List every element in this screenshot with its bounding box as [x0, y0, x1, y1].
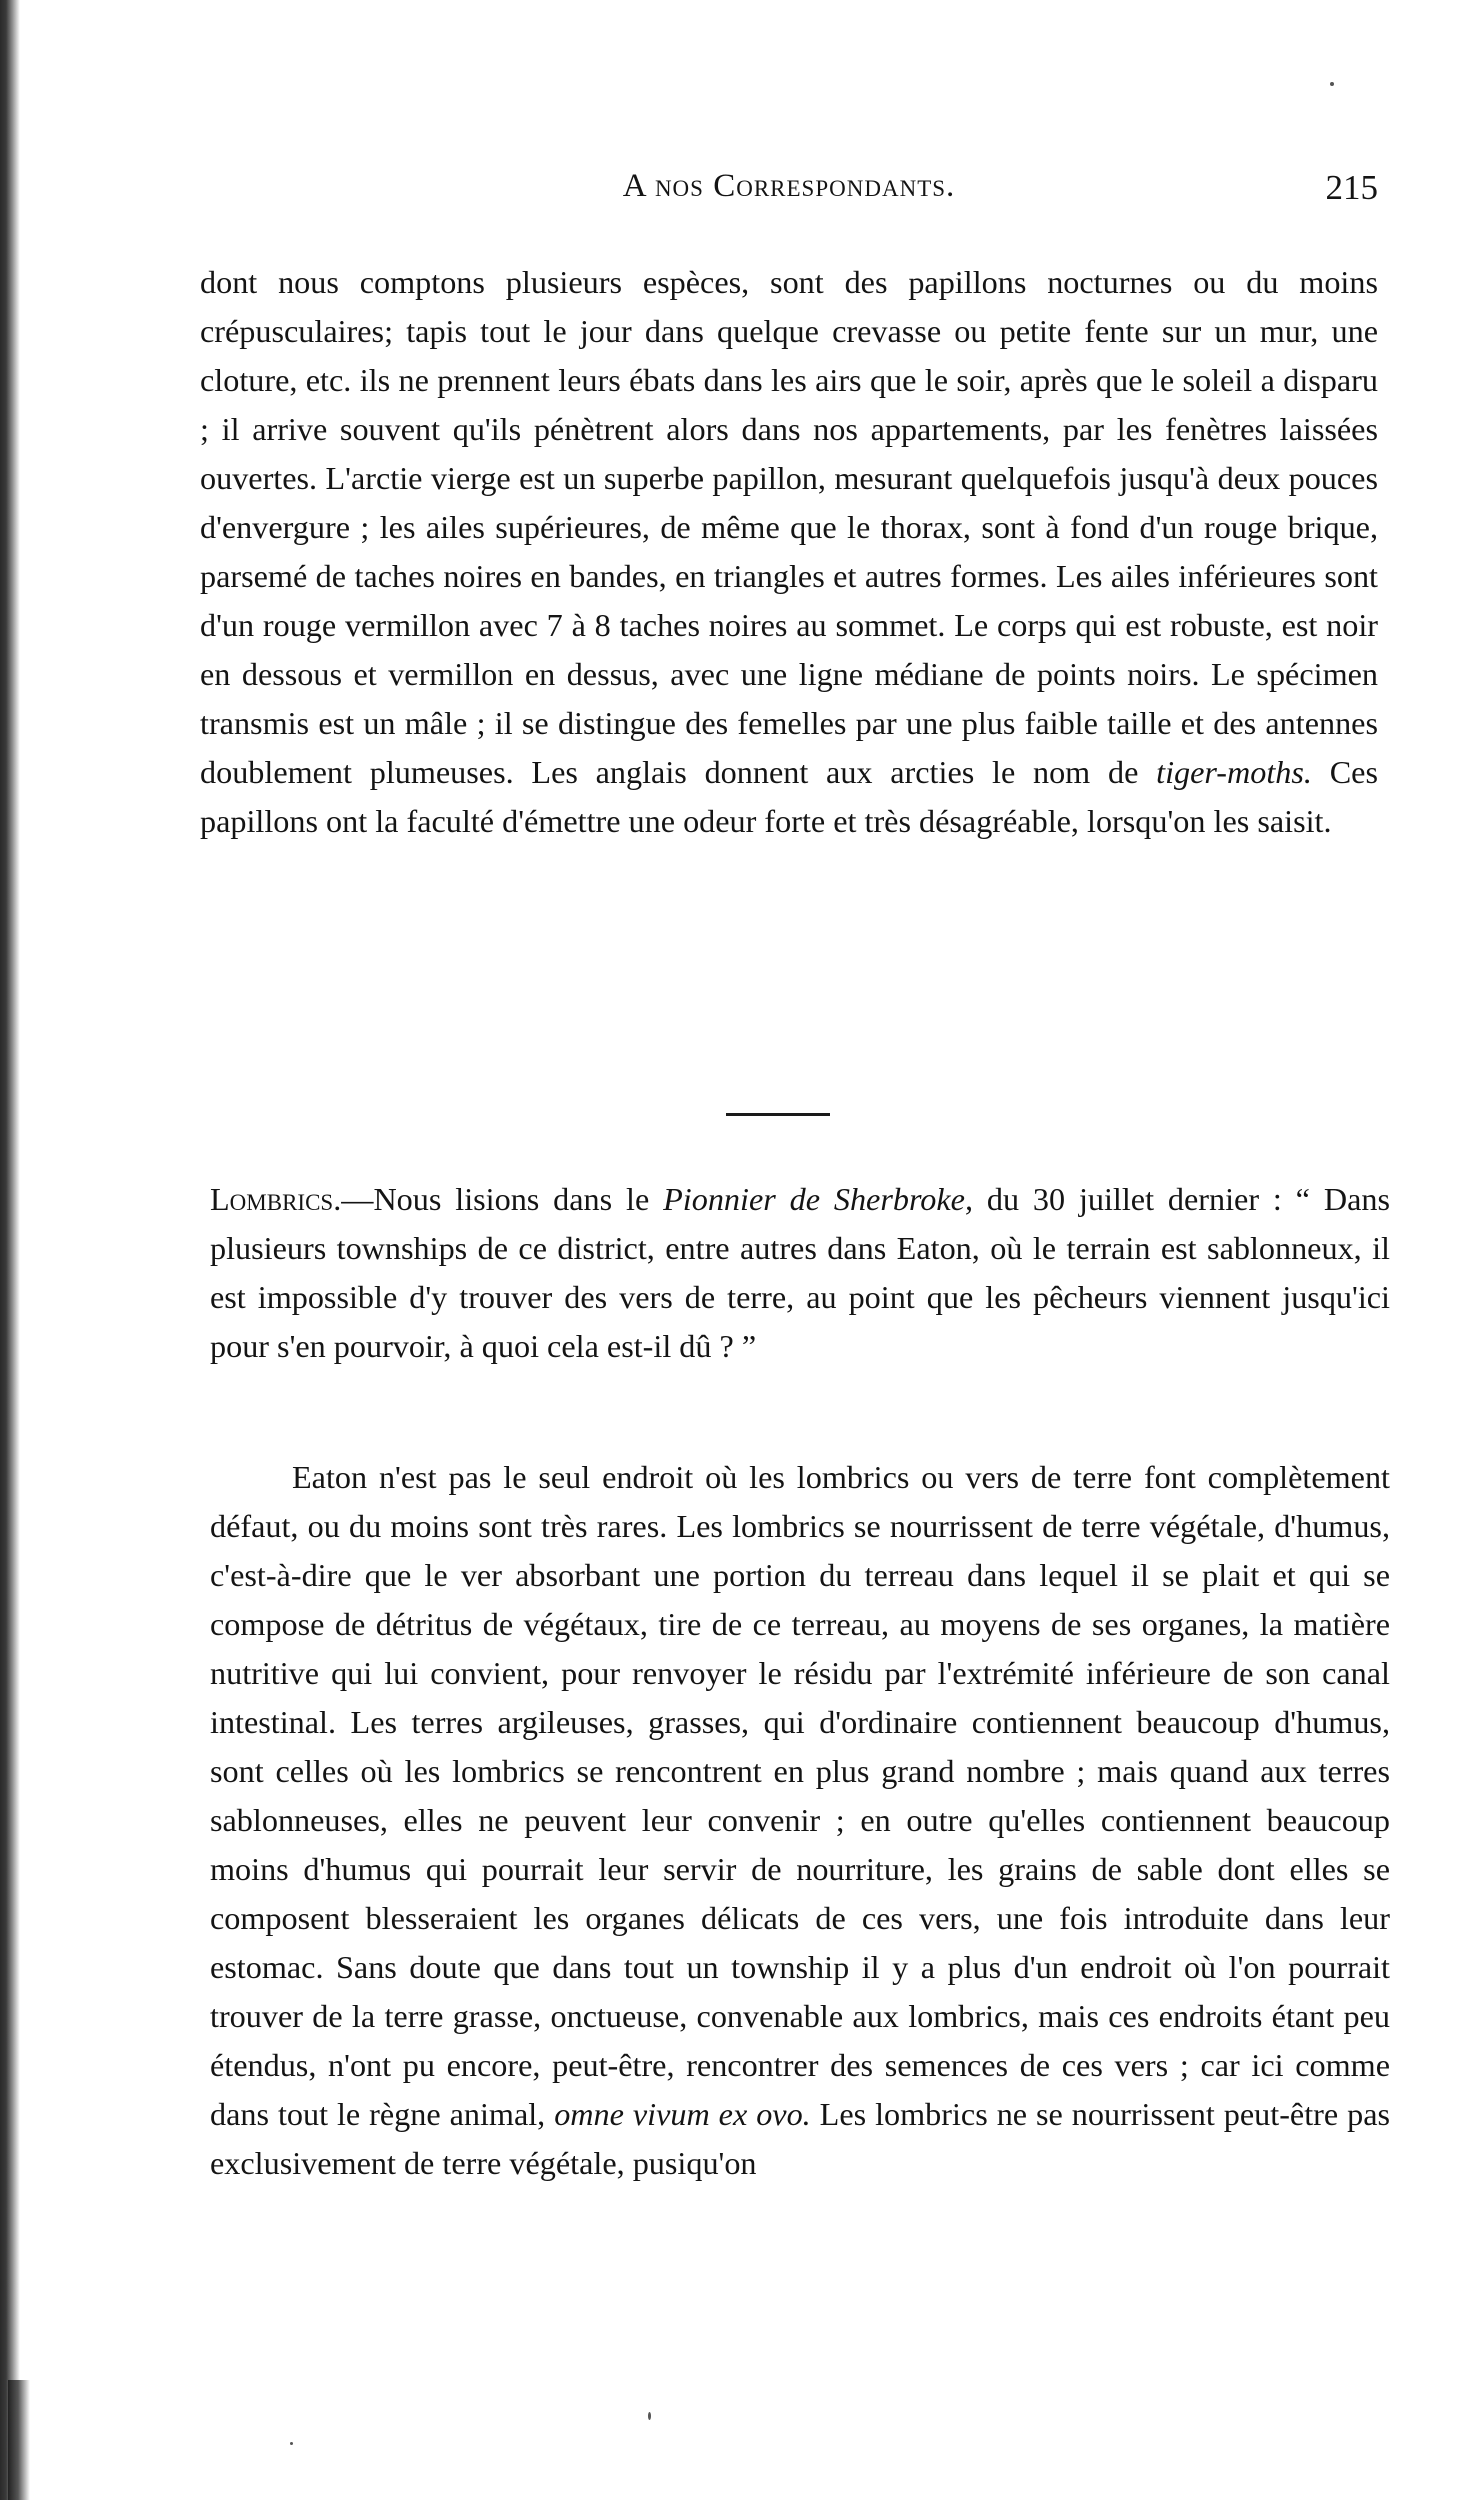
paragraph-text: —Nous lisions dans le [341, 1181, 664, 1217]
italic-term: tiger-moths. [1156, 754, 1312, 790]
page-binding-edge [0, 0, 20, 2500]
paragraph-text: Eaton n'est pas le seul endroit où les lombrics ou vers de terre font complètement défaut, ou du moins sont très rares. Les lombrics se nourrissent de terre végétale, d'humus, c'est-à-dire que le ver absorbant une portion du terreau dans lequel il se plait et qui se compose de détritus de végétaux, tire de ce terreau, au moyens de ses organes, la matière nutritive qui lui convient, pour renvoyer le résidu par l'extrémité inférieure de son canal intestinal. Les terres argileuses, grasses, qui d'ordinaire contiennent beaucoup d'humus, sont celles où les lombrics se rencontrent en plus grand nombre ; mais quand aux terres sablonneuses, elles ne peuvent leur convenir ; en outre qu'elles contiennent beaucoup moins d'humus qui pourrait leur servir de nourriture, les grains de sable dont elles se composent blesseraient les organes délicats de ces vers, une fois introduite dans leur estomac. Sans doute que dans tout un township il y a plus d'un endroit où l'on pourrait trouver de la terre grasse, onctueuse, convenable aux lombrics, mais ces endroits étant peu étendus, n'ont pu encore, peut-être, rencontrer des semences de ces vers ; car ici comme dans tout le règne animal, [210, 1459, 1390, 2132]
section-heading: Lombrics. [210, 1181, 342, 1217]
paragraph-arctie [200, 258, 1378, 846]
paragraph-text: Ces papillons ont la faculté d'émettre une odeur forte et très désagréable, lorsqu'on les saisit. [200, 754, 1378, 839]
paragraph-text: dont nous comptons plusieurs espèces, sont des papillons nocturnes ou du moins crépusculaires; tapis tout le jour dans quelque crevasse ou petite fente sur un mur, une cloture, etc. ils ne prennent leurs ébats dans les airs que le soir, après que le soleil a disparu ; il arrive souvent qu'ils pénètrent alors dans nos appartements, par les fenètres laissées ouvertes. L'arctie vierge est un superbe papillon, mesurant quelquefois jusqu'à deux pouces d'envergure ; les ailes supérieures, de même que le thorax, sont à fond d'un rouge brique, parsemé de taches noires en bandes, en triangles et autres formes. Les ailes inférieures sont d'un rouge vermillon avec 7 à 8 taches noires au sommet. Le corps qui est robuste, est noir en dessous et vermillon en dessus, avec une ligne médiane de points noirs. Le spécimen transmis est un mâle ; il se distingue des femelles par une plus faible taille et des antennes doublement plumeuses. Les anglais donnent aux arcties le nom de [200, 264, 1378, 790]
paragraph-lombrics-quote [210, 1175, 1390, 1371]
running-title: A nos Correspondants. [622, 168, 956, 204]
paragraph-lombrics-answer [210, 1453, 1390, 2188]
paragraph-text: du 30 juillet dernier : “ Dans plusieurs townships de ce district, entre autres dans Eaton, où le terrain est sablonneux, il est impossible d'y trouver des vers de terre, au point que les pêcheurs viennent jusqu'ici pour s'en pourvoir, à quoi cela est-il dû ? ” [210, 1181, 1390, 1364]
section-divider [726, 1113, 830, 1116]
latin-phrase: omne vivum ex ovo. [554, 2096, 811, 2132]
newspaper-title: Pionnier de Sherbroke, [663, 1181, 973, 1217]
page-number: 215 [1325, 168, 1378, 207]
scan-speck [290, 2442, 293, 2445]
running-header [200, 168, 1378, 224]
scan-speck [648, 2412, 651, 2420]
paragraph-text: Les lombrics ne se nourrissent peut-être pas exclusivement de terre végétale, pusiqu'on [210, 2096, 1391, 2181]
scan-speck [1330, 82, 1334, 86]
